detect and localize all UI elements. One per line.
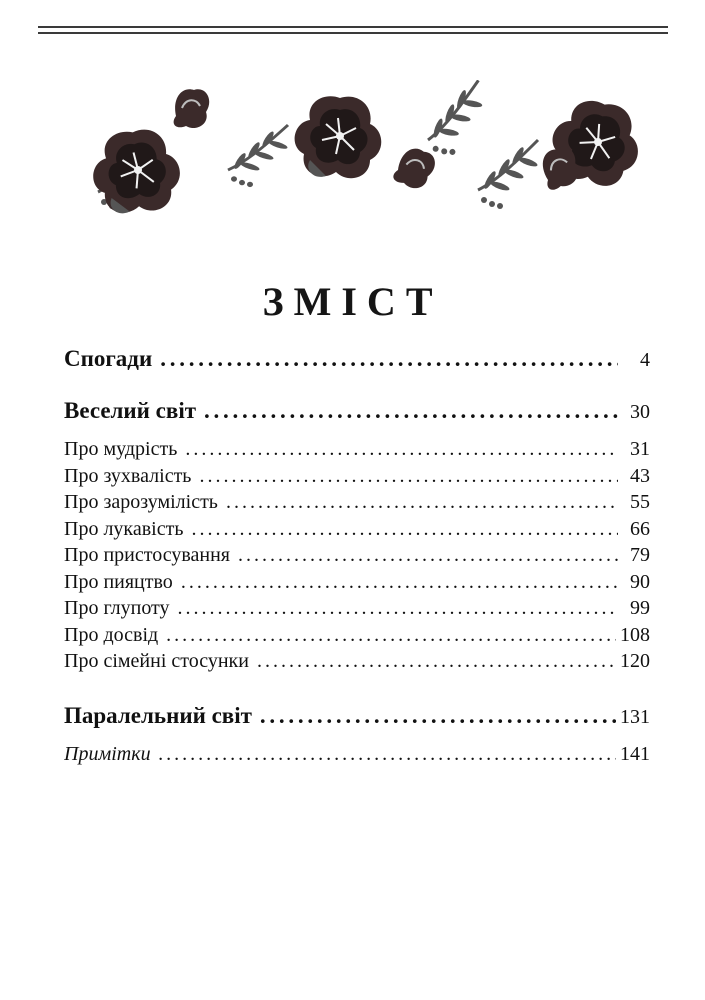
toc-subentry-label: Про глупоту bbox=[64, 597, 170, 619]
toc-subentry[interactable] bbox=[64, 465, 650, 492]
leader-dots bbox=[166, 624, 616, 647]
toc-subentry-page: 31 bbox=[630, 438, 650, 460]
toc-entry-page: 4 bbox=[640, 349, 650, 371]
toc-subentry-label: Про зарозумілість bbox=[64, 491, 218, 513]
toc-subentry-page: 66 bbox=[630, 517, 650, 540]
toc-subentry-label: Про пристосування bbox=[64, 544, 230, 566]
toc-subentry-label: Про досвід bbox=[64, 623, 159, 646]
toc-subentry-page: 43 bbox=[630, 464, 650, 487]
toc-subentry[interactable] bbox=[64, 518, 650, 545]
toc-subentry-label: Про лукавість bbox=[64, 517, 184, 540]
toc-subentry-label: Про мудрість bbox=[64, 438, 178, 460]
leader-dots bbox=[257, 650, 616, 673]
page-title: ЗМІСТ bbox=[262, 279, 443, 324]
table-of-contents bbox=[64, 346, 650, 773]
leader-dots bbox=[226, 491, 618, 514]
leader-dots bbox=[238, 544, 618, 567]
toc-entry-page: 131 bbox=[620, 705, 650, 728]
toc-subentry-page: 120 bbox=[620, 650, 650, 672]
header-rule-bottom bbox=[38, 32, 668, 34]
leader-dots bbox=[199, 465, 618, 488]
toc-subentry-page: 108 bbox=[620, 623, 650, 646]
leader-dots bbox=[160, 346, 618, 372]
toc-subentry-page: 99 bbox=[630, 597, 650, 619]
toc-subentry[interactable] bbox=[64, 544, 650, 571]
leader-dots bbox=[185, 438, 618, 461]
toc-entry-spohady[interactable] bbox=[64, 346, 650, 380]
toc-subentry[interactable] bbox=[64, 624, 650, 651]
leader-dots bbox=[204, 398, 618, 424]
toc-entry-prymitky[interactable] bbox=[64, 743, 650, 773]
toc-entry-page: 30 bbox=[630, 401, 650, 423]
toc-subentry[interactable] bbox=[64, 650, 650, 677]
leader-dots bbox=[191, 518, 618, 541]
toc-subentry-page: 79 bbox=[630, 544, 650, 566]
toc-subentry-label: Про сімейні стосунки bbox=[64, 650, 249, 672]
toc-subentry-label: Про зухвалість bbox=[64, 464, 192, 487]
toc-entry-label: Паралельний світ bbox=[64, 702, 252, 728]
toc-subentry[interactable] bbox=[64, 491, 650, 518]
toc-subentry[interactable] bbox=[64, 571, 650, 598]
toc-subentry-page: 55 bbox=[630, 491, 650, 513]
toc-entry-paralelnyi-svit[interactable] bbox=[64, 703, 650, 737]
toc-subentry-label: Про пияцтво bbox=[64, 570, 173, 593]
toc-entry-label: Веселий світ bbox=[64, 398, 197, 423]
leader-dots bbox=[181, 571, 618, 594]
leader-dots bbox=[178, 597, 618, 620]
header-rule-top bbox=[38, 26, 668, 28]
toc-subentry-page: 90 bbox=[630, 570, 650, 593]
floral-border-icon bbox=[78, 80, 648, 220]
toc-entry-veselyi-svit[interactable] bbox=[64, 398, 650, 432]
toc-entry-label: Примітки bbox=[64, 742, 151, 765]
toc-entry-label: Спогади bbox=[64, 346, 153, 371]
toc-entry-page: 141 bbox=[620, 742, 650, 765]
toc-subentry[interactable] bbox=[64, 438, 650, 465]
leader-dots bbox=[260, 703, 616, 729]
leader-dots bbox=[159, 743, 616, 766]
toc-subentry[interactable] bbox=[64, 597, 650, 624]
